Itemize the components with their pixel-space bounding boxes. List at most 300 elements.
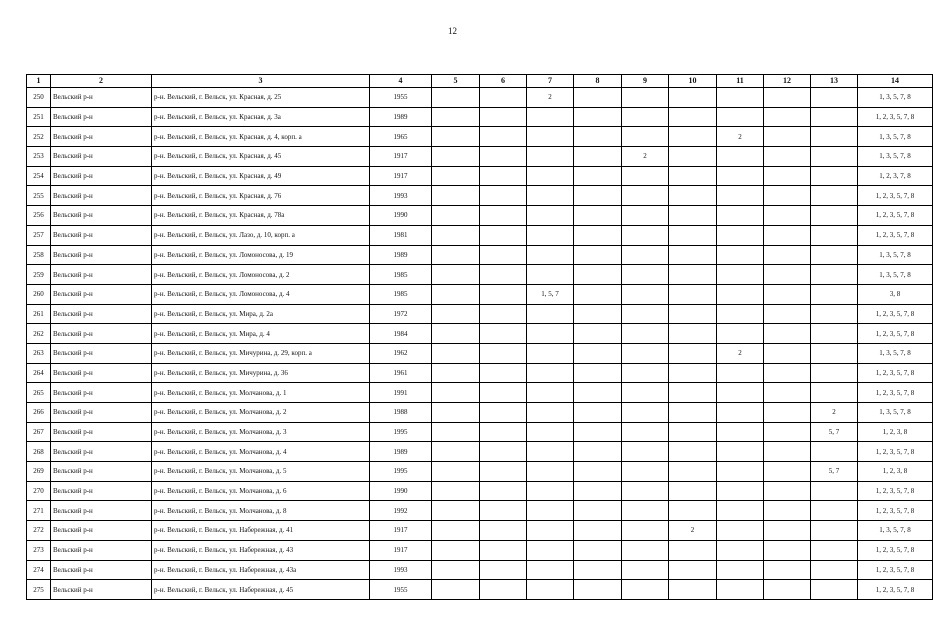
table-cell-col-13 [811, 521, 858, 541]
table-cell-col-13 [811, 324, 858, 344]
column-header-14: 14 [858, 75, 933, 88]
column-header-5: 5 [432, 75, 480, 88]
table-cell-col-11 [717, 501, 764, 521]
table-cell-col-4: 1917 [370, 147, 432, 167]
table-cell-col-1: 275 [27, 580, 51, 600]
table-cell-col-13 [811, 343, 858, 363]
table-cell-col-9 [622, 166, 669, 186]
table-cell-col-6 [480, 166, 527, 186]
table-cell-col-11 [717, 107, 764, 127]
table-cell-col-3: р-н. Вельский, г. Вельск, ул. Красная, д. 3а [152, 107, 370, 127]
table-cell-col-1: 261 [27, 304, 51, 324]
table-cell-col-8 [574, 403, 622, 423]
table-cell-col-5 [432, 422, 480, 442]
table-cell-col-9 [622, 245, 669, 265]
table-cell-col-8 [574, 166, 622, 186]
table-cell-col-6 [480, 363, 527, 383]
table-cell-col-8 [574, 481, 622, 501]
table-cell-col-13 [811, 245, 858, 265]
table-cell-col-1: 263 [27, 343, 51, 363]
table-cell-col-9 [622, 442, 669, 462]
column-header-6: 6 [480, 75, 527, 88]
table-cell-col-1: 274 [27, 560, 51, 580]
table-cell-col-3: р-н. Вельский, г. Вельск, ул. Мира, д. 2а [152, 304, 370, 324]
table-row [27, 580, 933, 600]
table-cell-col-8 [574, 284, 622, 304]
table-cell-col-12 [764, 186, 811, 206]
table-cell-col-5 [432, 245, 480, 265]
table-cell-col-13 [811, 107, 858, 127]
table-cell-col-3: р-н. Вельский, г. Вельск, ул. Красная, д. 45 [152, 147, 370, 167]
table-cell-col-1: 267 [27, 422, 51, 442]
table-cell-col-3: р-н. Вельский, г. Вельск, ул. Красная, д. 78а [152, 206, 370, 226]
table-row [27, 245, 933, 265]
table-cell-col-8 [574, 462, 622, 482]
column-header-2: 2 [51, 75, 152, 88]
table-cell-col-5 [432, 206, 480, 226]
table-cell-col-7 [527, 521, 574, 541]
table-cell-col-6 [480, 343, 527, 363]
table-cell-col-10 [669, 442, 717, 462]
table-cell-col-2: Вельский р-н [51, 127, 152, 147]
table-cell-col-6 [480, 580, 527, 600]
table-cell-col-10 [669, 284, 717, 304]
table-cell-col-11 [717, 225, 764, 245]
table-cell-col-2: Вельский р-н [51, 166, 152, 186]
table-cell-col-1: 250 [27, 88, 51, 108]
table-cell-col-4: 1961 [370, 363, 432, 383]
table-cell-col-8 [574, 363, 622, 383]
table-cell-col-7 [527, 462, 574, 482]
table-cell-col-10 [669, 206, 717, 226]
table-cell-col-7 [527, 245, 574, 265]
table-cell-col-6 [480, 245, 527, 265]
table-cell-col-12 [764, 403, 811, 423]
table-cell-col-7 [527, 580, 574, 600]
table-cell-col-11 [717, 88, 764, 108]
table-cell-col-14: 1, 2, 3, 7, 8 [858, 166, 933, 186]
column-header-11: 11 [717, 75, 764, 88]
table-row [27, 383, 933, 403]
table-cell-col-10 [669, 127, 717, 147]
table-cell-col-11: 2 [717, 343, 764, 363]
table-cell-col-6 [480, 521, 527, 541]
table-cell-col-1: 256 [27, 206, 51, 226]
table-cell-col-1: 252 [27, 127, 51, 147]
header-row [27, 75, 933, 88]
table-cell-col-8 [574, 540, 622, 560]
table-cell-col-13 [811, 284, 858, 304]
table-cell-col-3: р-н. Вельский, г. Вельск, ул. Ломоносова, д. 4 [152, 284, 370, 304]
table-cell-col-12 [764, 127, 811, 147]
table-cell-col-7 [527, 442, 574, 462]
table-cell-col-11 [717, 265, 764, 285]
table-cell-col-7 [527, 186, 574, 206]
table-cell-col-13 [811, 580, 858, 600]
table-cell-col-5 [432, 580, 480, 600]
data-table [26, 74, 933, 600]
table-cell-col-5 [432, 225, 480, 245]
table-cell-col-14: 3, 8 [858, 284, 933, 304]
table-cell-col-12 [764, 284, 811, 304]
table-cell-col-9 [622, 462, 669, 482]
table-cell-col-8 [574, 186, 622, 206]
table-cell-col-4: 1985 [370, 284, 432, 304]
table-cell-col-6 [480, 540, 527, 560]
table-cell-col-8 [574, 225, 622, 245]
table-cell-col-7 [527, 127, 574, 147]
table-cell-col-7 [527, 324, 574, 344]
table-cell-col-11 [717, 481, 764, 501]
table-cell-col-7 [527, 422, 574, 442]
table-cell-col-13 [811, 560, 858, 580]
table-cell-col-6 [480, 88, 527, 108]
table-cell-col-6 [480, 147, 527, 167]
column-header-8: 8 [574, 75, 622, 88]
table-cell-col-14: 1, 3, 5, 7, 8 [858, 127, 933, 147]
table-cell-col-5 [432, 383, 480, 403]
table-cell-col-12 [764, 560, 811, 580]
page-number: 12 [448, 26, 457, 36]
table-cell-col-13 [811, 88, 858, 108]
table-cell-col-8 [574, 127, 622, 147]
table-cell-col-1: 270 [27, 481, 51, 501]
table-cell-col-9 [622, 422, 669, 442]
table-cell-col-13: 5, 7 [811, 462, 858, 482]
table-cell-col-9 [622, 580, 669, 600]
table-cell-col-9 [622, 324, 669, 344]
table-cell-col-5 [432, 88, 480, 108]
table-cell-col-9 [622, 107, 669, 127]
table-cell-col-9: 2 [622, 147, 669, 167]
column-header-1: 1 [27, 75, 51, 88]
column-header-9: 9 [622, 75, 669, 88]
table-cell-col-6 [480, 403, 527, 423]
table-cell-col-9 [622, 225, 669, 245]
table-cell-col-2: Вельский р-н [51, 265, 152, 285]
table-cell-col-4: 1989 [370, 107, 432, 127]
table-cell-col-8 [574, 324, 622, 344]
table-cell-col-3: р-н. Вельский, г. Вельск, ул. Молчанова, д. 2 [152, 403, 370, 423]
table-cell-col-6 [480, 304, 527, 324]
table-header [27, 75, 933, 88]
table-cell-col-6 [480, 501, 527, 521]
table-cell-col-14: 1, 3, 5, 7, 8 [858, 88, 933, 108]
table-cell-col-5 [432, 540, 480, 560]
table-cell-col-12 [764, 225, 811, 245]
table-cell-col-12 [764, 324, 811, 344]
table-cell-col-5 [432, 166, 480, 186]
column-header-10: 10 [669, 75, 717, 88]
table-cell-col-11 [717, 304, 764, 324]
table-cell-col-6 [480, 225, 527, 245]
table-cell-col-14: 1, 2, 3, 5, 7, 8 [858, 501, 933, 521]
table-cell-col-1: 266 [27, 403, 51, 423]
table-cell-col-5 [432, 284, 480, 304]
table-cell-col-8 [574, 304, 622, 324]
table-cell-col-12 [764, 363, 811, 383]
table-cell-col-2: Вельский р-н [51, 225, 152, 245]
table-cell-col-4: 1990 [370, 481, 432, 501]
table-cell-col-6 [480, 422, 527, 442]
table-row [27, 363, 933, 383]
table-cell-col-1: 273 [27, 540, 51, 560]
table-cell-col-8 [574, 383, 622, 403]
table-cell-col-2: Вельский р-н [51, 88, 152, 108]
table-row [27, 442, 933, 462]
table-cell-col-9 [622, 540, 669, 560]
table-cell-col-7 [527, 265, 574, 285]
table-cell-col-14: 1, 2, 3, 5, 7, 8 [858, 442, 933, 462]
table-cell-col-9 [622, 403, 669, 423]
table-cell-col-5 [432, 560, 480, 580]
table-cell-col-14: 1, 2, 3, 5, 7, 8 [858, 324, 933, 344]
table-cell-col-7 [527, 383, 574, 403]
table-cell-col-4: 1981 [370, 225, 432, 245]
table-cell-col-3: р-н. Вельский, г. Вельск, ул. Молчанова, д. 5 [152, 462, 370, 482]
table-cell-col-8 [574, 560, 622, 580]
table-cell-col-7 [527, 343, 574, 363]
table-cell-col-5 [432, 521, 480, 541]
table-cell-col-3: р-н. Вельский, г. Вельск, ул. Красная, д. 49 [152, 166, 370, 186]
table-cell-col-12 [764, 462, 811, 482]
table-cell-col-11 [717, 521, 764, 541]
table-cell-col-14: 1, 2, 3, 5, 7, 8 [858, 304, 933, 324]
table-cell-col-11 [717, 363, 764, 383]
table-cell-col-5 [432, 363, 480, 383]
table-cell-col-2: Вельский р-н [51, 186, 152, 206]
table-cell-col-11 [717, 403, 764, 423]
table-cell-col-11 [717, 166, 764, 186]
table-cell-col-14: 1, 2, 3, 8 [858, 462, 933, 482]
table-cell-col-2: Вельский р-н [51, 383, 152, 403]
table-cell-col-1: 264 [27, 363, 51, 383]
table-cell-col-10 [669, 147, 717, 167]
table-cell-col-2: Вельский р-н [51, 245, 152, 265]
table-cell-col-13 [811, 147, 858, 167]
table-cell-col-5 [432, 265, 480, 285]
table-cell-col-12 [764, 245, 811, 265]
table-cell-col-9 [622, 88, 669, 108]
table-cell-col-1: 271 [27, 501, 51, 521]
table-cell-col-4: 1917 [370, 166, 432, 186]
table-cell-col-2: Вельский р-н [51, 147, 152, 167]
table-row [27, 462, 933, 482]
table-row [27, 225, 933, 245]
table-cell-col-3: р-н. Вельский, г. Вельск, ул. Молчанова, д. 4 [152, 442, 370, 462]
table-cell-col-10 [669, 166, 717, 186]
table-row [27, 107, 933, 127]
table-cell-col-2: Вельский р-н [51, 363, 152, 383]
table-cell-col-3: р-н. Вельский, г. Вельск, ул. Молчанова, д. 8 [152, 501, 370, 521]
table-cell-col-4: 1962 [370, 343, 432, 363]
table-cell-col-3: р-н. Вельский, г. Вельск, ул. Набережная, д. 43а [152, 560, 370, 580]
table-cell-col-5 [432, 107, 480, 127]
table-cell-col-13 [811, 225, 858, 245]
table-cell-col-5 [432, 501, 480, 521]
table-row [27, 304, 933, 324]
table-cell-col-4: 1989 [370, 442, 432, 462]
table-cell-col-14: 1, 2, 3, 5, 7, 8 [858, 225, 933, 245]
table-cell-col-11 [717, 422, 764, 442]
table-cell-col-11 [717, 147, 764, 167]
table-cell-col-13 [811, 166, 858, 186]
table-cell-col-5 [432, 304, 480, 324]
table-cell-col-13 [811, 442, 858, 462]
table-cell-col-11 [717, 245, 764, 265]
table-cell-col-3: р-н. Вельский, г. Вельск, ул. Мичурина, д. 29, корп. а [152, 343, 370, 363]
table-cell-col-7 [527, 225, 574, 245]
table-cell-col-13: 5, 7 [811, 422, 858, 442]
table-cell-col-12 [764, 422, 811, 442]
table-cell-col-11 [717, 186, 764, 206]
table-cell-col-6 [480, 284, 527, 304]
table-cell-col-6 [480, 107, 527, 127]
table-cell-col-11 [717, 540, 764, 560]
table-cell-col-1: 258 [27, 245, 51, 265]
table-cell-col-4: 1991 [370, 383, 432, 403]
table-cell-col-9 [622, 343, 669, 363]
table-cell-col-4: 1988 [370, 403, 432, 423]
table-cell-col-2: Вельский р-н [51, 422, 152, 442]
table-cell-col-8 [574, 88, 622, 108]
table-cell-col-13 [811, 363, 858, 383]
table-cell-col-7 [527, 560, 574, 580]
table-cell-col-4: 1989 [370, 245, 432, 265]
table-cell-col-9 [622, 186, 669, 206]
table-cell-col-12 [764, 88, 811, 108]
table-cell-col-5 [432, 324, 480, 344]
table-cell-col-10 [669, 225, 717, 245]
table-cell-col-10 [669, 403, 717, 423]
table-cell-col-1: 269 [27, 462, 51, 482]
table-cell-col-5 [432, 147, 480, 167]
table-cell-col-2: Вельский р-н [51, 501, 152, 521]
table-cell-col-8 [574, 422, 622, 442]
table-cell-col-8 [574, 580, 622, 600]
table-cell-col-14: 1, 2, 3, 5, 7, 8 [858, 481, 933, 501]
table-cell-col-12 [764, 166, 811, 186]
table-cell-col-7: 2 [527, 88, 574, 108]
table-cell-col-11: 2 [717, 127, 764, 147]
table-cell-col-4: 1955 [370, 580, 432, 600]
table-cell-col-14: 1, 2, 3, 5, 7, 8 [858, 186, 933, 206]
table-cell-col-13 [811, 481, 858, 501]
table-cell-col-10 [669, 422, 717, 442]
table-cell-col-13 [811, 265, 858, 285]
table-cell-col-3: р-н. Вельский, г. Вельск, ул. Набережная, д. 45 [152, 580, 370, 600]
table-cell-col-12 [764, 501, 811, 521]
table-cell-col-4: 1984 [370, 324, 432, 344]
table-cell-col-10 [669, 304, 717, 324]
table-cell-col-3: р-н. Вельский, г. Вельск, ул. Мичурина, д. 36 [152, 363, 370, 383]
table-cell-col-1: 272 [27, 521, 51, 541]
table-cell-col-3: р-н. Вельский, г. Вельск, ул. Молчанова, д. 3 [152, 422, 370, 442]
table-cell-col-8 [574, 442, 622, 462]
table-cell-col-10 [669, 580, 717, 600]
table-cell-col-7 [527, 304, 574, 324]
table-cell-col-10 [669, 88, 717, 108]
table-cell-col-9 [622, 481, 669, 501]
table-cell-col-7 [527, 501, 574, 521]
table-cell-col-5 [432, 403, 480, 423]
table-cell-col-2: Вельский р-н [51, 343, 152, 363]
table-cell-col-5 [432, 462, 480, 482]
table-cell-col-12 [764, 206, 811, 226]
table-row [27, 147, 933, 167]
table-cell-col-8 [574, 245, 622, 265]
table-cell-col-3: р-н. Вельский, г. Вельск, ул. Ломоносова, д. 2 [152, 265, 370, 285]
table-cell-col-5 [432, 481, 480, 501]
table-row [27, 186, 933, 206]
table-cell-col-6 [480, 265, 527, 285]
table-cell-col-5 [432, 343, 480, 363]
table-cell-col-4: 1995 [370, 422, 432, 442]
table-cell-col-7 [527, 540, 574, 560]
table-cell-col-14: 1, 2, 3, 5, 7, 8 [858, 560, 933, 580]
table-cell-col-6 [480, 481, 527, 501]
table-cell-col-6 [480, 324, 527, 344]
table-cell-col-4: 1917 [370, 521, 432, 541]
table-cell-col-2: Вельский р-н [51, 284, 152, 304]
table-cell-col-1: 257 [27, 225, 51, 245]
table-cell-col-7 [527, 107, 574, 127]
table-cell-col-10 [669, 540, 717, 560]
table-row [27, 127, 933, 147]
table-cell-col-3: р-н. Вельский, г. Вельск, ул. Красная, д. 4, корп. а [152, 127, 370, 147]
table-cell-col-9 [622, 383, 669, 403]
table-row [27, 284, 933, 304]
table-cell-col-9 [622, 127, 669, 147]
table-cell-col-9 [622, 501, 669, 521]
table-cell-col-9 [622, 363, 669, 383]
table-cell-col-10 [669, 186, 717, 206]
table-cell-col-11 [717, 442, 764, 462]
table-cell-col-3: р-н. Вельский, г. Вельск, ул. Молчанова, д. 1 [152, 383, 370, 403]
table-cell-col-8 [574, 265, 622, 285]
table-row [27, 206, 933, 226]
table-cell-col-14: 1, 2, 3, 8 [858, 422, 933, 442]
table-cell-col-8 [574, 147, 622, 167]
table-cell-col-7: 1, 5, 7 [527, 284, 574, 304]
table-cell-col-9 [622, 265, 669, 285]
table-cell-col-10 [669, 324, 717, 344]
table-cell-col-1: 259 [27, 265, 51, 285]
table-cell-col-10: 2 [669, 521, 717, 541]
table-cell-col-14: 1, 2, 3, 5, 7, 8 [858, 580, 933, 600]
table-cell-col-1: 265 [27, 383, 51, 403]
table-cell-col-14: 1, 2, 3, 5, 7, 8 [858, 107, 933, 127]
table-cell-col-1: 255 [27, 186, 51, 206]
table-cell-col-1: 260 [27, 284, 51, 304]
table-cell-col-14: 1, 3, 5, 7, 8 [858, 343, 933, 363]
table-cell-col-14: 1, 3, 5, 7, 8 [858, 521, 933, 541]
column-header-4: 4 [370, 75, 432, 88]
table-cell-col-12 [764, 343, 811, 363]
table-cell-col-11 [717, 206, 764, 226]
table-cell-col-3: р-н. Вельский, г. Вельск, ул. Мира, д. 4 [152, 324, 370, 344]
table-cell-col-4: 1955 [370, 88, 432, 108]
table-cell-col-14: 1, 2, 3, 5, 7, 8 [858, 540, 933, 560]
table-cell-col-8 [574, 107, 622, 127]
table-cell-col-10 [669, 462, 717, 482]
table-cell-col-14: 1, 3, 5, 7, 8 [858, 147, 933, 167]
table-cell-col-13 [811, 127, 858, 147]
table-cell-col-2: Вельский р-н [51, 304, 152, 324]
table-cell-col-2: Вельский р-н [51, 403, 152, 423]
table-cell-col-3: р-н. Вельский, г. Вельск, ул. Красная, д. 76 [152, 186, 370, 206]
table-row [27, 343, 933, 363]
